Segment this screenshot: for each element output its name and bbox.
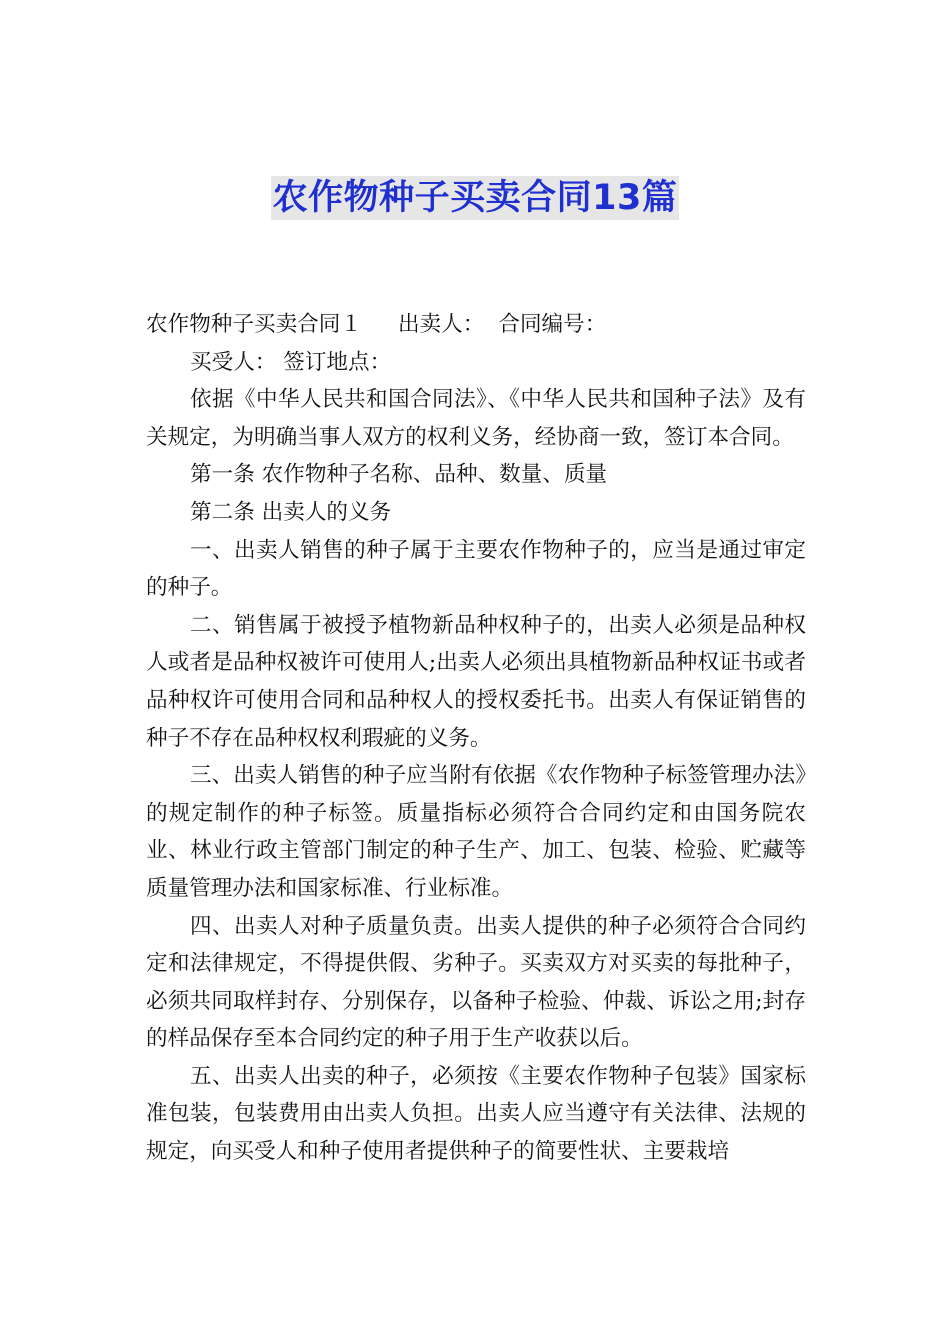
clause-2: 二、销售属于被授予植物新品种权种子的，出卖人必须是品种权人或者是品种权被许可使用人;出卖人必须出具植物新品种权证书或者品种权许可使用合同和品种权人的授权委托书。出卖人有保证销售的种子不存在品种权权利瑕疵的义务。 <box>146 612 806 751</box>
seller-label: 出卖人： <box>397 312 485 337</box>
article-1-heading: 第一条 农作物种子名称、品种、数量、质量 <box>190 462 608 488</box>
document-title: 农作物种子买卖合同13篇 <box>272 178 678 218</box>
clause-5: 五、出卖人出卖的种子，必须按《主要农作物种子包装》国家标准包装，包装费用由出卖人负担。出卖人应当遵守有关法律、法规的规定，向买受人和种子使用者提供种子的简要性状、主要栽培 <box>146 1063 806 1165</box>
clause-4: 四、出卖人对种子质量负责。出卖人提供的种子必须符合合同约定和法律规定，不得提供假、劣种子。买卖双方对买卖的每批种子，必须共同取样封存、分别保存，以备种子检验、仲裁、诉讼之用;封存的样品保存至本合同约定的种子用于生产收获以后。 <box>146 913 806 1052</box>
title-wrapper <box>0 176 950 220</box>
header-line <box>146 306 806 344</box>
paragraph-preamble: 依据《中华人民共和国合同法》、《中华人民共和国种子法》及有关规定，为明确当事人双方的权利义务，经协商一致，签订本合同。 <box>146 387 806 450</box>
contract-heading: 农作物种子买卖合同１ <box>146 312 362 337</box>
clause-1: 一、出卖人销售的种子属于主要农作物种子的，应当是通过审定的种子。 <box>146 537 806 601</box>
paragraph-buyer: 买受人： 签订地点： <box>190 349 392 375</box>
article-2-heading: 第二条 出卖人的义务 <box>190 499 392 525</box>
clause-3: 三、出卖人销售的种子应当附有依据《农作物种子标签管理办法》的规定制作的种子标签。质量指标必须符合合同约定和由国务院农业、林业行政主管部门制定的种子生产、加工、包装、检验、贮藏等质量管理办法和国家标准、行业标准。 <box>146 763 806 901</box>
contract-number-label: 合同编号： <box>498 312 607 337</box>
document-body <box>146 306 806 1171</box>
